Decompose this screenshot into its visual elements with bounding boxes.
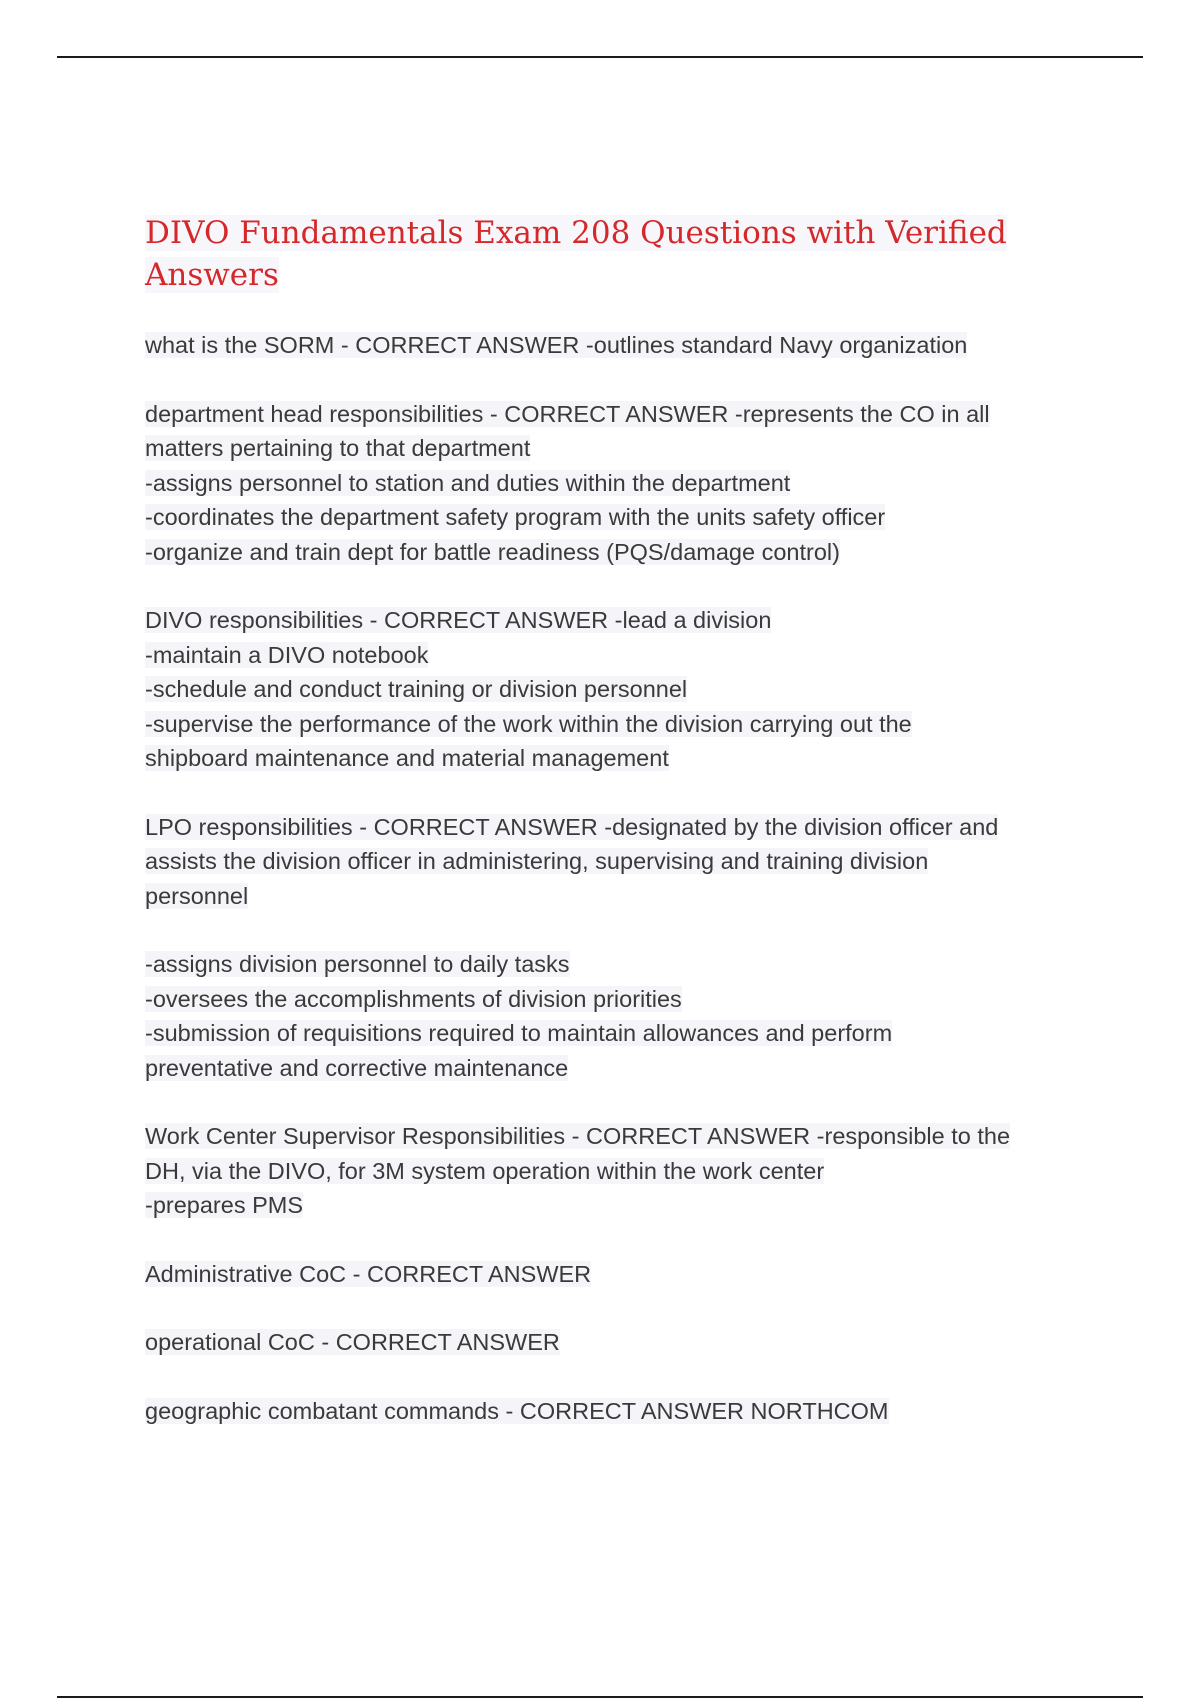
qa-line: -oversees the accomplishments of division priorities	[145, 985, 682, 1012]
qa-item	[145, 947, 1075, 1085]
qa-item	[145, 603, 1075, 776]
document-body	[145, 212, 1075, 1462]
qa-line: -prepares PMS	[145, 1192, 304, 1218]
qa-line: Administrative CoC - CORRECT ANSWER	[145, 1260, 592, 1287]
qa-item	[145, 328, 1075, 363]
qa-line: -organize and train dept for battle readiness (PQS/damage control)	[145, 538, 840, 565]
qa-line: LPO responsibilities - CORRECT ANSWER -designated by the division officer and	[145, 813, 999, 840]
qa-line: -supervise the performance of the work within the division carrying out the	[145, 710, 912, 737]
qa-line: -coordinates the department safety program with the units safety officer	[145, 504, 886, 530]
qa-line: personnel	[145, 882, 249, 909]
qa-item	[145, 1257, 1075, 1292]
qa-line: DH, via the DIVO, for 3M system operation within the work center	[145, 1157, 825, 1184]
qa-line: Work Center Supervisor Responsibilities - CORRECT ANSWER -responsible to the	[145, 1123, 1011, 1149]
document-title: DIVO Fundamentals Exam 208 Questions with Verified Answers	[145, 215, 1007, 293]
qa-line: preventative and corrective maintenance	[145, 1054, 569, 1081]
qa-item	[145, 1119, 1075, 1223]
qa-item	[145, 810, 1075, 914]
qa-item	[145, 1394, 1075, 1429]
qa-line: assists the division officer in administering, supervising and training division	[145, 848, 929, 874]
qa-line: DIVO responsibilities - CORRECT ANSWER -lead a division	[145, 607, 772, 633]
qa-line: what is the SORM - CORRECT ANSWER -outlines standard Navy organization	[145, 332, 968, 358]
qa-list	[145, 328, 1075, 1428]
footer-rule	[57, 1696, 1143, 1698]
qa-line: -schedule and conduct training or division personnel	[145, 676, 688, 702]
header-rule	[57, 56, 1143, 58]
qa-item	[145, 397, 1075, 570]
qa-line: geographic combatant commands - CORRECT ANSWER NORTHCOM	[145, 1397, 889, 1424]
qa-line: -assigns personnel to station and duties within the department	[145, 469, 791, 496]
qa-line: -assigns division personnel to daily tasks	[145, 951, 570, 977]
qa-line: department head responsibilities - CORRECT ANSWER -represents the CO in all	[145, 400, 990, 427]
qa-line: shipboard maintenance and material management	[145, 745, 669, 771]
qa-line: -submission of requisitions required to maintain allowances and perform	[145, 1020, 893, 1046]
qa-line: -maintain a DIVO notebook	[145, 641, 429, 668]
qa-item	[145, 1325, 1075, 1360]
qa-line: matters pertaining to that department	[145, 435, 531, 461]
qa-line: operational CoC - CORRECT ANSWER	[145, 1329, 560, 1355]
